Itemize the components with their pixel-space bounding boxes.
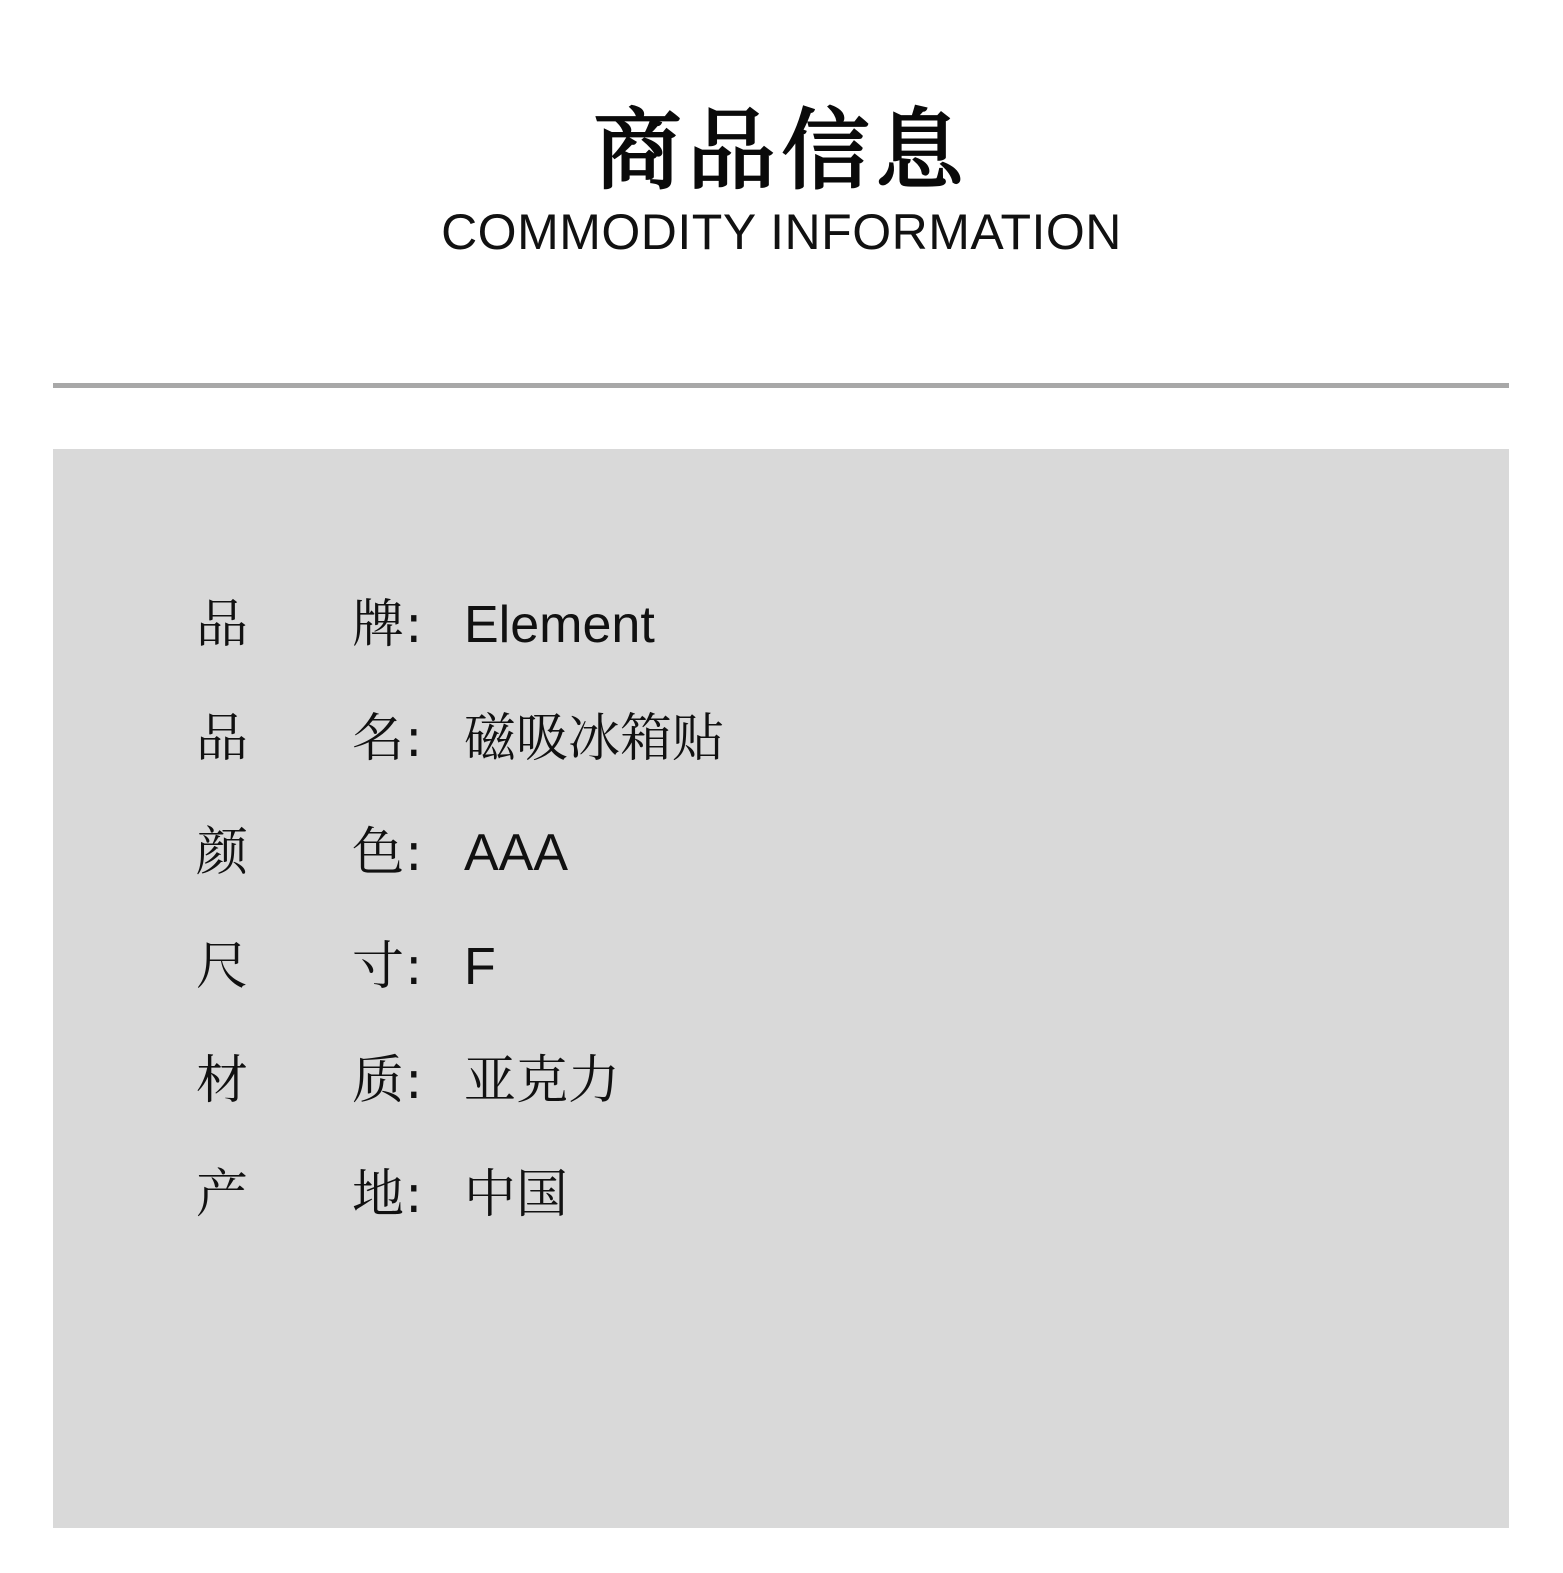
info-label-first-char: 品	[196, 709, 249, 769]
info-colon: :	[405, 823, 423, 883]
info-row-color	[53, 813, 1509, 893]
info-row-material	[53, 1041, 1509, 1121]
info-colon: :	[405, 709, 423, 769]
page-title: 商品信息	[593, 99, 970, 202]
info-colon: :	[405, 937, 423, 997]
info-label-first-char: 品	[196, 595, 249, 655]
info-label-second-char: 地	[352, 1165, 405, 1225]
info-value-material: 亚克力	[464, 1052, 621, 1110]
info-row-brand	[53, 585, 1509, 665]
info-label-second-char: 名	[352, 709, 405, 769]
info-value-brand: Element	[464, 596, 655, 654]
info-label-second-char: 寸	[352, 937, 405, 997]
info-row-origin	[53, 1155, 1509, 1235]
info-colon: :	[405, 1165, 423, 1225]
info-panel	[53, 449, 1509, 1528]
info-value-product-name: 磁吸冰箱贴	[464, 710, 725, 768]
info-value-color: AAA	[464, 824, 569, 882]
info-colon: :	[405, 1051, 423, 1111]
section-divider	[53, 383, 1509, 388]
info-colon: :	[405, 595, 423, 655]
info-label-second-char: 牌	[352, 595, 405, 655]
info-value-origin: 中国	[464, 1166, 569, 1224]
info-row-size	[53, 927, 1509, 1007]
info-label-second-char: 色	[352, 823, 405, 883]
info-label-second-char: 质	[352, 1051, 405, 1111]
info-label-first-char: 产	[196, 1165, 249, 1225]
info-label-first-char: 颜	[196, 823, 249, 883]
info-label-first-char: 尺	[196, 937, 249, 997]
info-label-first-char: 材	[196, 1051, 249, 1111]
info-value-size: F	[464, 938, 496, 996]
info-row-product-name	[53, 699, 1509, 779]
page-subtitle: COMMODITY INFORMATION	[441, 204, 1122, 260]
